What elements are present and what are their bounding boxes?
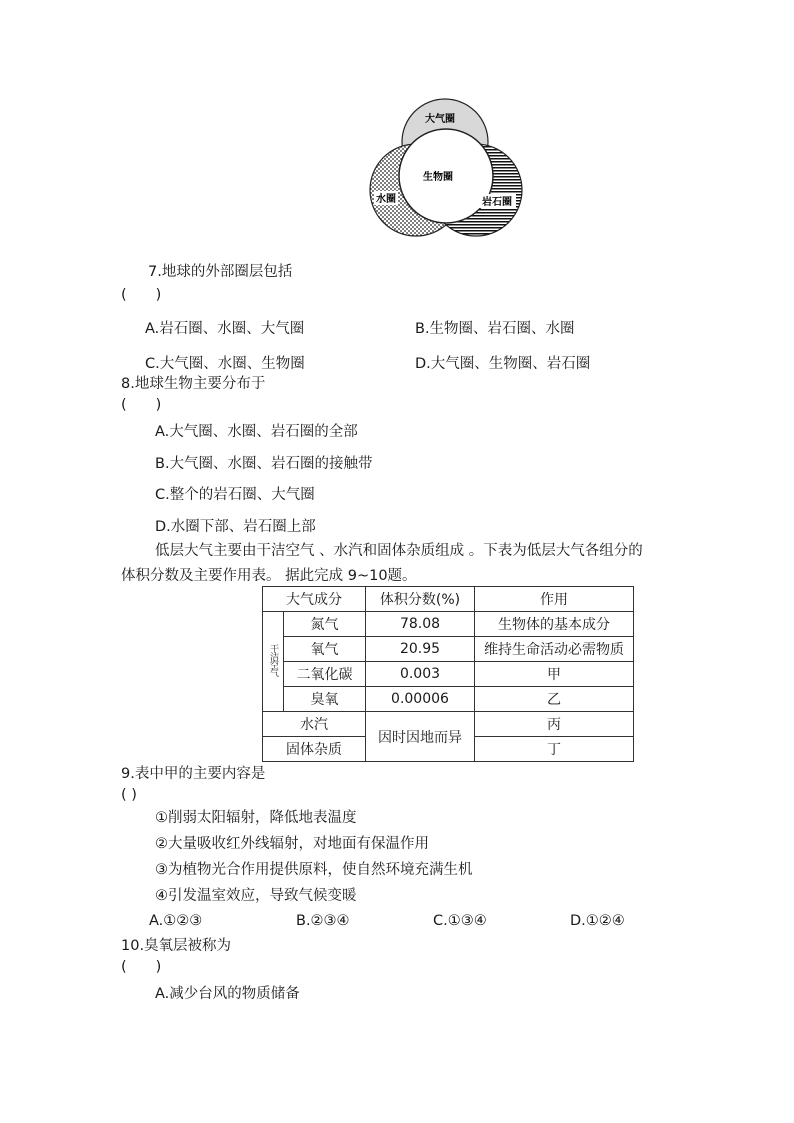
dry-air-group-cell [263, 612, 284, 712]
component-effect: 维持生命活动必需物质 [475, 637, 634, 662]
component-name: 臭氧 [284, 687, 366, 712]
component-effect: 丙 [475, 712, 634, 737]
component-effect: 甲 [475, 662, 634, 687]
q10-stem: 10.臭氧层被称为 [121, 938, 232, 954]
q9-statement-4: ④引发温室效应，导致气候变暖 [155, 888, 357, 904]
table-row [263, 662, 634, 687]
table-row [263, 687, 634, 712]
q8-option-b[interactable]: B.大气圈、水圈、岩石圈的接触带 [155, 456, 373, 472]
q8-option-a[interactable]: A.大气圈、水圈、岩石圈的全部 [155, 424, 358, 440]
q9-stem: 9.表中甲的主要内容是 [121, 766, 266, 782]
component-name: 水汽 [263, 712, 366, 737]
dry-air-group-label: 干洁空气 [268, 643, 278, 676]
table-row [263, 612, 634, 637]
component-effect: 丁 [475, 737, 634, 762]
q9-option-b[interactable]: B.②③④ [296, 913, 350, 929]
component-name: 固体杂质 [263, 737, 366, 762]
intro-line-1: 低层大气主要由干洁空气 、水汽和固体杂质组成 。下表为低层大气各组分的 [155, 543, 643, 559]
q9-option-a[interactable]: A.①②③ [149, 913, 203, 929]
q9-statement-3: ③为植物光合作用提供原料，使自然环境充满生机 [155, 862, 473, 878]
table-row [263, 712, 634, 737]
sphere-venn-diagram [368, 98, 524, 244]
header-volume: 体积分数(%) [366, 587, 475, 612]
atmosphere-composition-table [262, 586, 634, 762]
table-header-row [263, 587, 634, 612]
component-value: 20.95 [366, 637, 475, 662]
q7-stem: 7.地球的外部圈层包括 [148, 264, 293, 280]
q9-option-c[interactable]: C.①③④ [433, 913, 487, 929]
q7-option-a[interactable]: A.岩石圈、水圈、大气圈 [145, 321, 305, 337]
atmosphere-label: 大气圈 [425, 114, 455, 125]
q9-statement-2: ②大量吸收红外线辐射，对地面有保温作用 [155, 836, 429, 852]
component-value: 78.08 [366, 612, 475, 637]
hydrosphere-label: 水圈 [376, 194, 396, 205]
q10-answer-bracket[interactable]: ( ) [121, 959, 162, 975]
q7-answer-bracket[interactable]: ( ) [121, 287, 162, 303]
component-name: 氮气 [284, 612, 366, 637]
q9-option-d[interactable]: D.①②④ [570, 913, 625, 929]
q9-answer-bracket[interactable]: ( ) [121, 787, 137, 803]
intro-line-2: 体积分数及主要作用表。 据此完成 9~10题。 [121, 568, 417, 584]
component-effect: 生物体的基本成分 [475, 612, 634, 637]
q8-option-c[interactable]: C.整个的岩石圈、大气圈 [155, 487, 315, 503]
component-value: 0.00006 [366, 687, 475, 712]
biosphere-label: 生物圈 [423, 172, 453, 183]
component-name: 氧气 [284, 637, 366, 662]
q8-stem: 8.地球生物主要分布于 [121, 376, 266, 392]
q7-option-d[interactable]: D.大气圈、生物圈、岩石圈 [415, 356, 591, 372]
header-effect: 作用 [475, 587, 634, 612]
q9-statement-1: ①削弱太阳辐射，降低地表温度 [155, 810, 357, 826]
table-row [263, 637, 634, 662]
lithosphere-label: 岩石圈 [482, 197, 512, 208]
q7-option-c[interactable]: C.大气圈、水圈、生物圈 [145, 356, 305, 372]
header-component: 大气成分 [263, 587, 366, 612]
q7-option-b[interactable]: B.生物圈、岩石圈、水圈 [415, 321, 575, 337]
component-effect: 乙 [475, 687, 634, 712]
q10-option-a[interactable]: A.减少台风的物质储备 [155, 986, 300, 1002]
q8-answer-bracket[interactable]: ( ) [121, 397, 162, 413]
merged-value-cell: 因时因地而异 [366, 712, 475, 762]
q8-option-d[interactable]: D.水圈下部、岩石圈上部 [155, 519, 316, 535]
component-name: 二氧化碳 [284, 662, 366, 687]
component-value: 0.003 [366, 662, 475, 687]
